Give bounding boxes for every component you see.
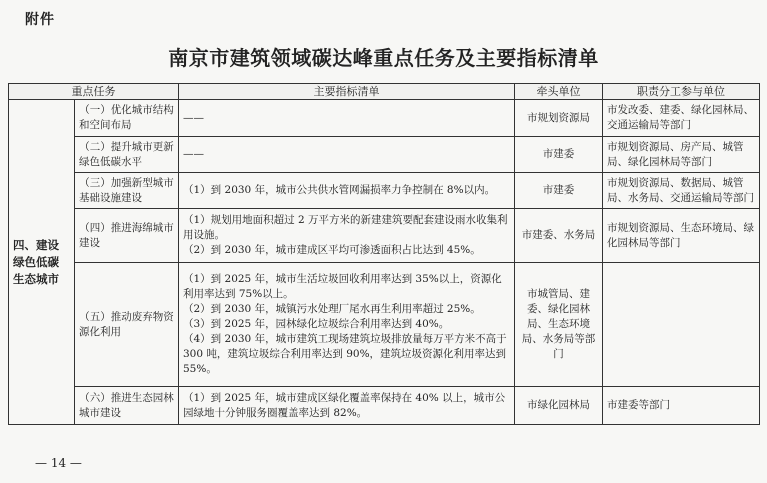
task-cell: （一）优化城市结构和空间布局 <box>75 100 179 137</box>
task-table <box>8 83 760 425</box>
header-dept: 职责分工参与单位 <box>603 84 760 100</box>
metric-cell: —— <box>179 100 515 137</box>
document-title: 南京市建筑领域碳达峰重点任务及主要指标清单 <box>168 46 599 70</box>
metric-cell: （1）规划用地面积超过 2 万平方米的新建建筑要配套建设雨水收集利用设施。 （2）到 2030 年，城市建成区平均可渗透面积占比达到 45%。 <box>179 209 515 263</box>
header-task: 重点任务 <box>9 84 179 100</box>
metric-cell: （1）到 2025 年，城市生活垃圾回收利用率达到 35%以上，资源化利用率达到 75%以上。 （2）到 2030 年，城镇污水处理厂尾水再生利用率超过 25%。 （3）到 2025 年，园林绿化垃圾综合利用率达到 40%。 （4）到 2030 年，城市建筑工现场建筑垃圾排放量每万平方米不高于 300 吨，建筑垃圾综合利用率达到 90%，建筑垃圾资源化利用率达到 55%。 <box>179 263 515 387</box>
lead-cell: 市建委 <box>515 137 603 173</box>
lead-cell: 市建委 <box>515 173 603 209</box>
table-row <box>9 387 760 425</box>
lead-cell: 市城管局、建委、绿化园林局、生态环境局、水务局等部门 <box>515 263 603 387</box>
dept-cell: 市规划资源局、数据局、城管局、水务局、交通运输局等部门 <box>603 173 760 209</box>
table-row <box>9 137 760 173</box>
category-cell: 四、建设绿色低碳生态城市 <box>9 100 75 425</box>
task-cell: （四）推进海绵城市建设 <box>75 209 179 263</box>
metric-cell: （1）到 2030 年，城市公共供水管网漏损率力争控制在 8%以内。 <box>179 173 515 209</box>
task-cell: （五）推动废弃物资源化利用 <box>75 263 179 387</box>
metric-cell: —— <box>179 137 515 173</box>
lead-cell: 市建委、水务局 <box>515 209 603 263</box>
header-metric: 主要指标清单 <box>179 84 515 100</box>
table-row <box>9 263 760 387</box>
dept-cell <box>603 263 760 387</box>
table-row <box>9 100 760 137</box>
dept-cell: 市规划资源局、房产局、城管局、绿化园林局等部门 <box>603 137 760 173</box>
task-cell: （二）提升城市更新绿色低碳水平 <box>75 137 179 173</box>
dept-cell: 市发改委、建委、绿化园林局、交通运输局等部门 <box>603 100 760 137</box>
table-header-row <box>9 84 760 100</box>
task-cell: （三）加强新型城市基础设施建设 <box>75 173 179 209</box>
task-cell: （六）推进生态园林城市建设 <box>75 387 179 425</box>
table-row <box>9 173 760 209</box>
lead-cell: 市绿化园林局 <box>515 387 603 425</box>
table-row <box>9 209 760 263</box>
lead-cell: 市规划资源局 <box>515 100 603 137</box>
page-number: — 14 — <box>35 456 82 470</box>
dept-cell: 市规划资源局、生态环境局、绿化园林局等部门 <box>603 209 760 263</box>
metric-cell: （1）到 2025 年，城市建成区绿化覆盖率保持在 40% 以上，城市公园绿地十分钟服务圈覆盖率达到 82%。 <box>179 387 515 425</box>
annex-label: 附件 <box>25 12 55 28</box>
dept-cell: 市建委等部门 <box>603 387 760 425</box>
header-lead: 牵头单位 <box>515 84 603 100</box>
